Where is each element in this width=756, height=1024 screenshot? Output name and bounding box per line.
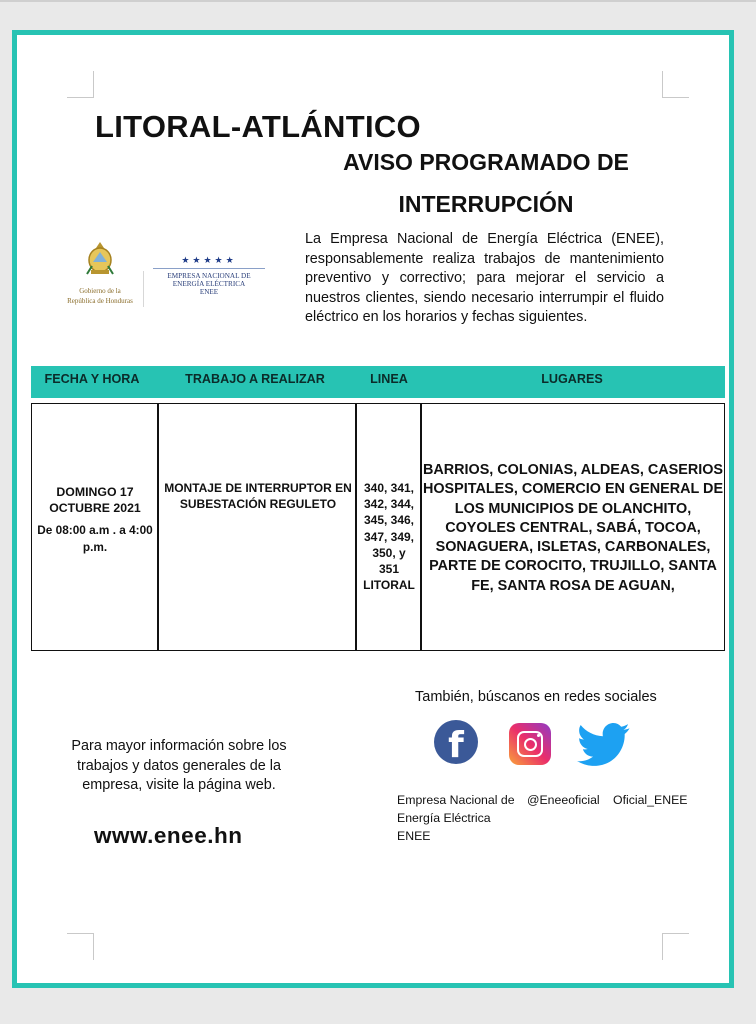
twitter-icon[interactable]: [573, 723, 635, 767]
lines-row: 340, 341,: [363, 481, 415, 495]
instagram-icon[interactable]: [509, 723, 551, 765]
header-places: LUGARES: [541, 372, 603, 386]
social-title: También, búscanos en redes sociales: [415, 689, 657, 705]
instagram-icon-lens: [524, 738, 537, 751]
facebook-icon[interactable]: f: [434, 720, 478, 764]
crop-mark-bottom-right: [662, 933, 689, 960]
enee-logo-line1: EMPRESA NACIONAL DE: [167, 272, 251, 280]
website-link[interactable]: www.enee.hn: [94, 823, 243, 848]
cell-date: [32, 484, 158, 555]
logo-separator: [143, 271, 144, 307]
enee-logo: [149, 255, 269, 296]
twitter-handle[interactable]: Oficial_ENEE: [613, 793, 688, 807]
table-row: [31, 403, 725, 651]
date-line2: OCTUBRE 2021: [49, 501, 141, 516]
cell-work: MONTAJE DE INTERRUPTOR EN SUBESTACIÓN REGULETO: [164, 481, 352, 512]
government-logo: [55, 240, 145, 305]
facebook-name: Empresa Nacional de: [397, 793, 515, 807]
facebook-name-line2: Energía Eléctrica: [397, 811, 491, 825]
lines-row: LITORAL: [363, 578, 415, 593]
lines-row: 347, 349,: [363, 529, 415, 544]
government-logo-line1: Gobierno de la: [79, 287, 121, 295]
enee-logo-line3: ENEE: [199, 288, 219, 296]
crop-mark-top-right: [662, 71, 689, 98]
enee-logo-line2: ENERGÍA ELÉCTRICA: [172, 280, 246, 288]
column-divider: [355, 404, 357, 650]
notice-title-line2: INTERRUPCIÓN: [398, 191, 574, 217]
government-logo-line2: República de Honduras: [67, 297, 133, 305]
crop-mark-bottom-left: [67, 933, 94, 960]
date-line1: DOMINGO 17: [56, 485, 134, 499]
header-work: TRABAJO A REALIZAR: [185, 372, 325, 386]
instagram-handle[interactable]: @Eneeoficial: [527, 793, 600, 807]
coat-of-arms-icon: [84, 240, 116, 280]
intro-paragraph: La Empresa Nacional de Energía Eléctrica (ENEE), responsablemente realiza trabajos de mantenimiento preventivo y correctivo; para mejorar el servicio a nuestros clientes, siendo necesario interrumpir el fluido eléctrico en los horarios y fechas siguientes.: [305, 231, 664, 326]
facebook-name-line3: ENEE: [397, 829, 431, 843]
header-date: FECHA Y HORA: [44, 372, 140, 386]
lines-row: 345, 346,: [363, 513, 415, 528]
table-header: [31, 366, 725, 398]
logo-rule: [153, 268, 265, 269]
social-handles: [397, 791, 688, 845]
stars-icon: ★★★★★: [181, 255, 237, 265]
info-text: Para mayor información sobre los trabajos y datos generales de la empresa, visite la página web.: [71, 738, 287, 793]
top-border: [0, 0, 756, 2]
region-title: LITORAL-ATLÁNTICO: [95, 109, 421, 144]
lines-row: 342, 344,: [363, 497, 415, 512]
lines-row: 351: [378, 562, 400, 577]
time-range: De 08:00 a.m . a 4:00 p.m.: [37, 523, 153, 554]
instagram-icon-dot: [537, 734, 540, 737]
lines-row: 350, y: [372, 545, 406, 560]
crop-mark-top-left: [67, 71, 94, 98]
cell-lines: [358, 480, 420, 593]
notice-page: [12, 30, 734, 988]
notice-title: [293, 141, 679, 225]
cell-places: BARRIOS, COLONIAS, ALDEAS, CASERIOS HOSPITALES, COMERCIO EN GENERAL DE LOS MUNICIPIOS DE OLANCHITO, COYOLES CENTRAL, SABÁ, TOCOA, SONAGUERA, ISLETAS, CARBONALES, PARTE DE COROCITO, TRUJILLO, SANTA FE, SANTA ROSA DE AGUAN,: [422, 462, 724, 594]
notice-title-line1: AVISO PROGRAMADO DE: [343, 149, 629, 175]
header-line: LINEA: [370, 372, 408, 386]
